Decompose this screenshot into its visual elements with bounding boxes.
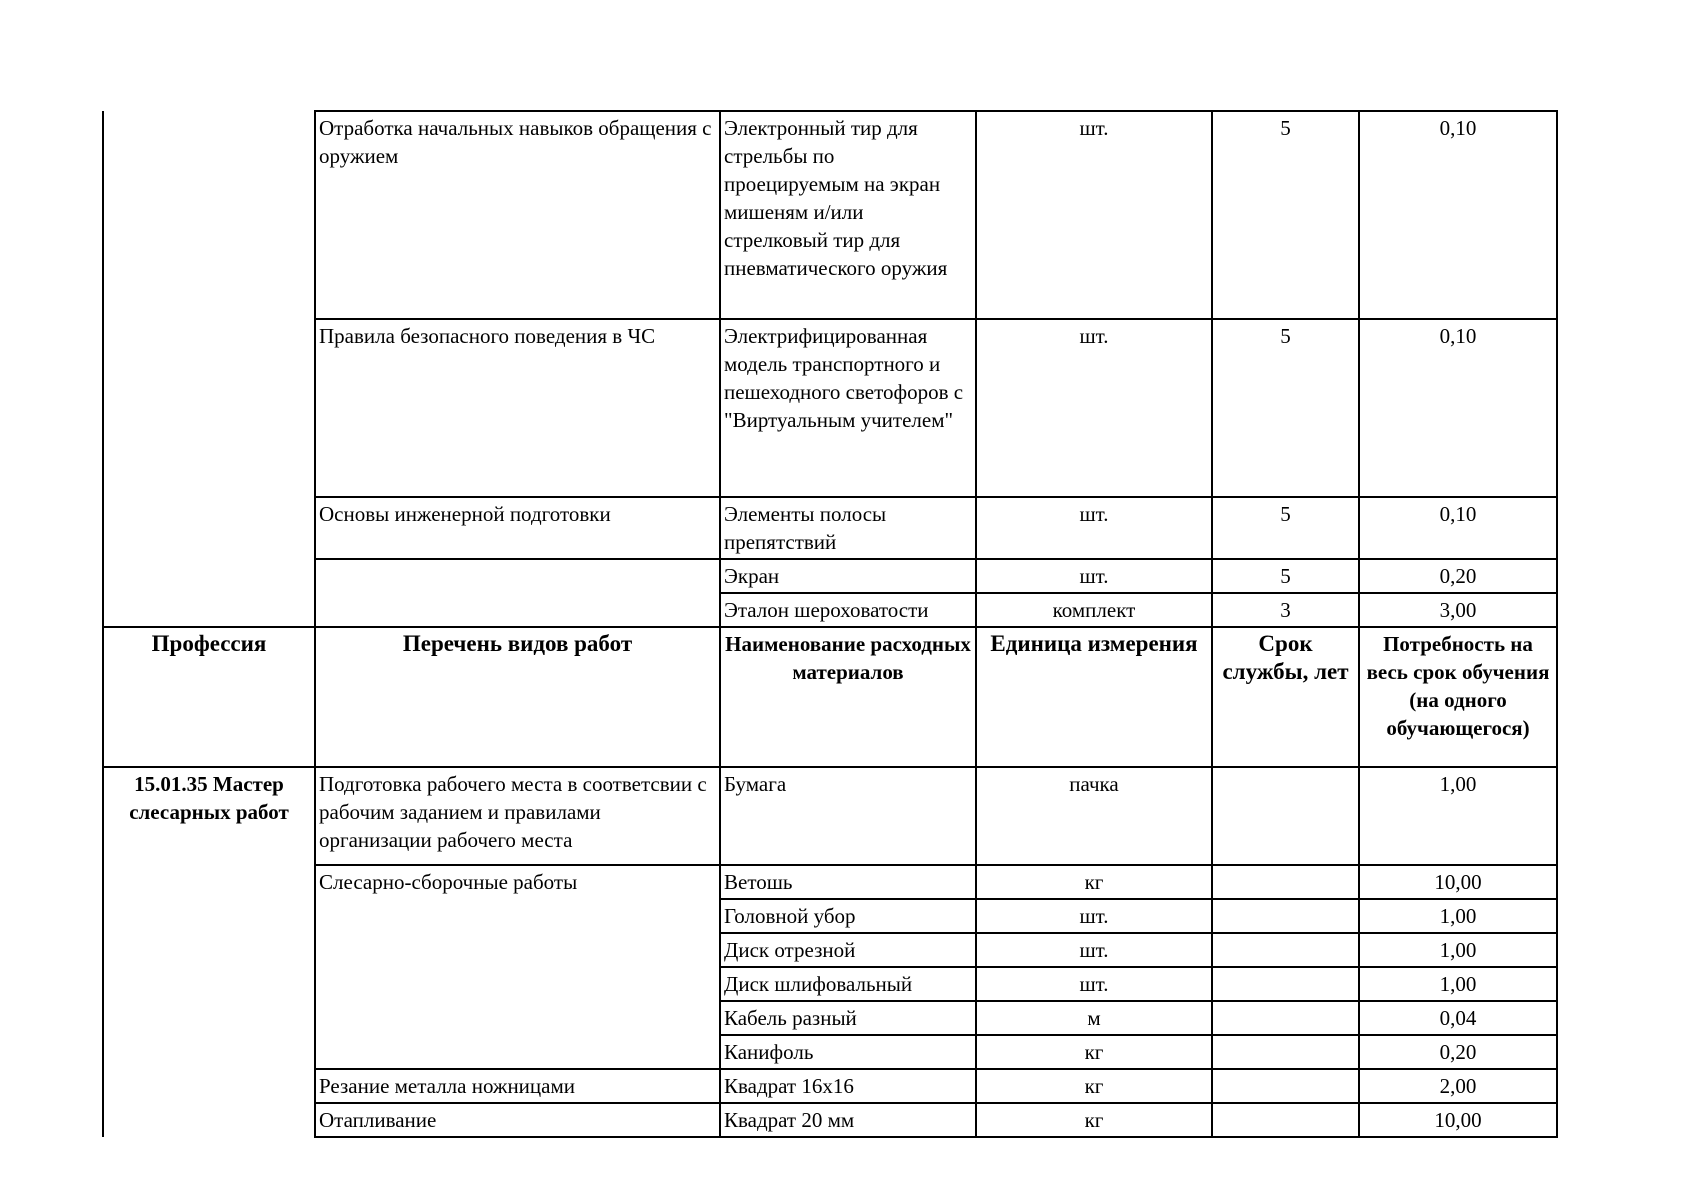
header-materials: Наименование расходных материалов [720, 627, 976, 767]
need-cell: 0,10 [1359, 319, 1557, 497]
material-cell: Ветошь [720, 865, 976, 899]
unit-cell: шт. [976, 111, 1212, 319]
need-cell: 1,00 [1359, 767, 1557, 865]
work-cell: Правила безопасного поведения в ЧС [315, 319, 720, 497]
profession-cell-continued [103, 111, 315, 627]
need-cell: 1,00 [1359, 899, 1557, 933]
unit-cell: шт. [976, 933, 1212, 967]
header-profession: Профессия [103, 627, 315, 767]
unit-cell: шт. [976, 497, 1212, 559]
unit-cell: кг [976, 1035, 1212, 1069]
material-cell: Кабель разный [720, 1001, 976, 1035]
unit-cell: кг [976, 1103, 1212, 1137]
need-cell: 10,00 [1359, 865, 1557, 899]
unit-cell: кг [976, 1069, 1212, 1103]
life-cell [1212, 1069, 1359, 1103]
life-cell: 3 [1212, 593, 1359, 627]
material-cell: Канифоль [720, 1035, 976, 1069]
life-cell [1212, 865, 1359, 899]
work-cell: Подготовка рабочего места в соответсвии с рабочим заданием и правилами организации рабочего места [315, 767, 720, 865]
work-cell: Резание металла ножницами [315, 1069, 720, 1103]
material-cell: Головной убор [720, 899, 976, 933]
life-cell [1212, 899, 1359, 933]
need-cell: 0,10 [1359, 111, 1557, 319]
life-cell [1212, 1001, 1359, 1035]
header-need: Потребность на весь срок обучения (на одного обучающегося) [1359, 627, 1557, 767]
table-row [103, 559, 1557, 593]
need-cell: 1,00 [1359, 933, 1557, 967]
unit-cell: шт. [976, 967, 1212, 1001]
table-row [103, 1069, 1557, 1103]
unit-cell: м [976, 1001, 1212, 1035]
unit-cell: шт. [976, 319, 1212, 497]
need-cell: 10,00 [1359, 1103, 1557, 1137]
material-cell: Элементы полосы препятствий [720, 497, 976, 559]
life-cell: 5 [1212, 559, 1359, 593]
need-cell: 0,04 [1359, 1001, 1557, 1035]
material-cell: Диск отрезной [720, 933, 976, 967]
table-row [103, 1103, 1557, 1137]
header-work-list: Перечень видов работ [315, 627, 720, 767]
work-cell: Отработка начальных навыков обращения с оружием [315, 111, 720, 319]
need-cell: 0,10 [1359, 497, 1557, 559]
unit-cell: пачка [976, 767, 1212, 865]
life-cell: 5 [1212, 497, 1359, 559]
life-cell [1212, 767, 1359, 865]
need-cell: 2,00 [1359, 1069, 1557, 1103]
table-header-row [103, 627, 1557, 767]
profession-cell: 15.01.35 Мастер слесарных работ [103, 767, 315, 1137]
table-row [103, 319, 1557, 497]
material-cell: Бумага [720, 767, 976, 865]
header-life: Срок службы, лет [1212, 627, 1359, 767]
table-row [103, 767, 1557, 865]
material-cell: Электрифицированная модель транспортного и пешеходного светофоров с "Виртуальным учителем" [720, 319, 976, 497]
work-cell: Отапливание [315, 1103, 720, 1137]
need-cell: 0,20 [1359, 559, 1557, 593]
unit-cell: шт. [976, 559, 1212, 593]
life-cell [1212, 1035, 1359, 1069]
table-row [103, 111, 1557, 319]
need-cell: 0,20 [1359, 1035, 1557, 1069]
material-cell: Эталон шероховатости [720, 593, 976, 627]
need-cell: 1,00 [1359, 967, 1557, 1001]
unit-cell: кг [976, 865, 1212, 899]
table-row [103, 497, 1557, 559]
life-cell: 5 [1212, 319, 1359, 497]
material-cell: Квадрат 20 мм [720, 1103, 976, 1137]
life-cell: 5 [1212, 111, 1359, 319]
materials-table [102, 110, 1558, 1138]
life-cell [1212, 967, 1359, 1001]
life-cell [1212, 933, 1359, 967]
unit-cell: комплект [976, 593, 1212, 627]
life-cell [1212, 1103, 1359, 1137]
material-cell: Экран [720, 559, 976, 593]
need-cell: 3,00 [1359, 593, 1557, 627]
header-unit: Единица измерения [976, 627, 1212, 767]
material-cell: Электронный тир для стрельбы по проецируемым на экран мишеням и/или стрелковый тир для пневматического оружия [720, 111, 976, 319]
work-cell: Слесарно-сборочные работы [315, 865, 720, 1069]
table-row [103, 865, 1557, 899]
material-cell: Диск шлифовальный [720, 967, 976, 1001]
material-cell: Квадрат 16х16 [720, 1069, 976, 1103]
work-cell: Основы инженерной подготовки [315, 497, 720, 559]
work-cell [315, 559, 720, 627]
unit-cell: шт. [976, 899, 1212, 933]
